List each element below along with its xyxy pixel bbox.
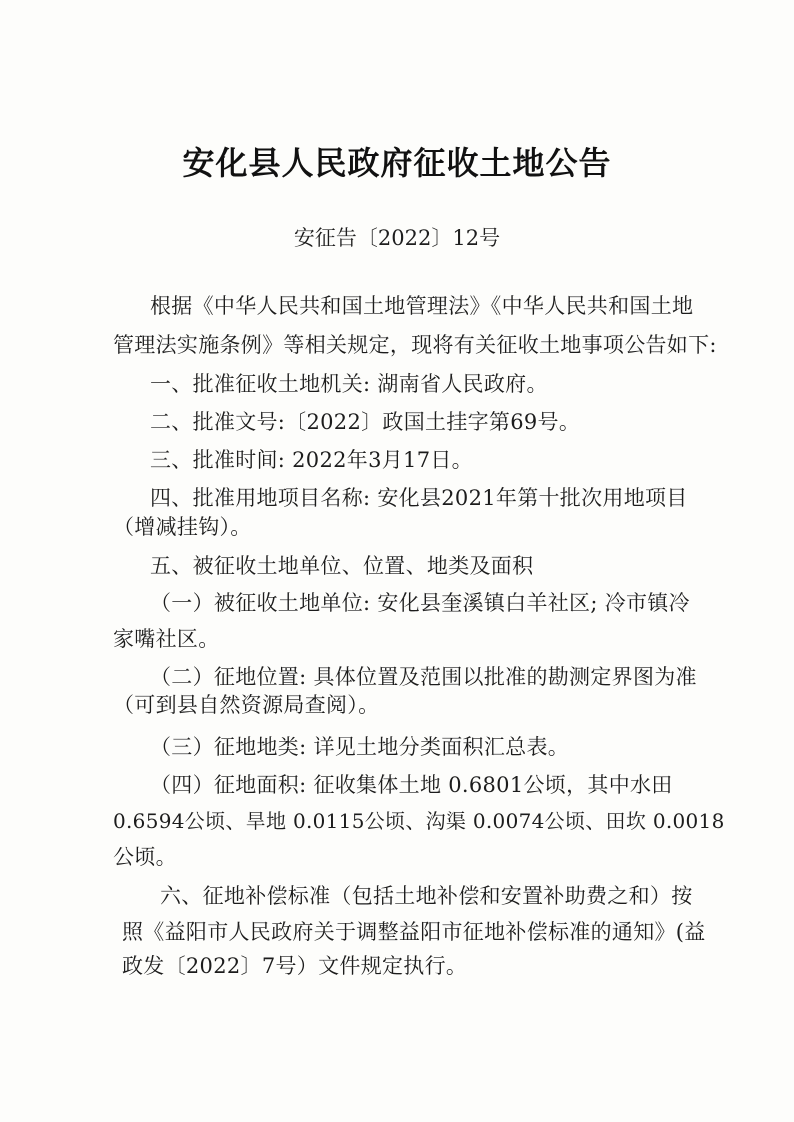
body-line: 一、批准征收土地机关: 湖南省人民政府。 — [150, 372, 548, 396]
body-line: 四、批准用地项目名称: 安化县2021年第十批次用地项目 — [150, 486, 688, 510]
body-line: （三）征地地类: 详见土地分类面积汇总表。 — [150, 735, 570, 759]
body-line: 二、批准文号:〔2022〕政国土挂字第69号。 — [150, 410, 581, 434]
body-line: 照《益阳市人民政府关于调整益阳市征地补偿标准的通知》(益 — [122, 920, 706, 944]
body-line: 三、批准时间: 2022年3月17日。 — [150, 448, 473, 472]
body-line: 公顷。 — [113, 845, 177, 869]
body-line: （一）被征收土地单位: 安化县奎溪镇白羊社区; 冷市镇冷 — [150, 591, 690, 615]
body-line: 家嘴社区。 — [113, 627, 220, 651]
body-line: 根据《中华人民共和国土地管理法》《中华人民共和国土地 — [150, 294, 694, 318]
body-line: （二）征地位置: 具体位置及范围以批准的勘测定界图为准 — [150, 665, 697, 689]
body-line: 政发〔2022〕7号）文件规定执行。 — [122, 954, 468, 978]
document-title: 安化县人民政府征收土地公告 — [182, 144, 612, 182]
body-line: （增减挂钩）。 — [113, 515, 252, 539]
body-line: （四）征地面积: 征收集体土地 0.6801公顷，其中水田 — [150, 773, 673, 797]
body-line: 管理法实施条例》等相关规定，现将有关征收土地事项公告如下: — [113, 333, 717, 357]
body-line: 五、被征收土地单位、位置、地类及面积 — [150, 554, 534, 578]
body-line: （可到县自然资源局查阅）。 — [113, 693, 380, 717]
body-line: 0.6594公顷、旱地 0.0115公顷、沟渠 0.0074公顷、田坎 0.0018 — [113, 809, 725, 833]
body-line: 六、征地补偿标准（包括土地补偿和安置补助费之和）按 — [160, 884, 693, 908]
document-number: 安征告〔2022〕12号 — [293, 226, 501, 250]
